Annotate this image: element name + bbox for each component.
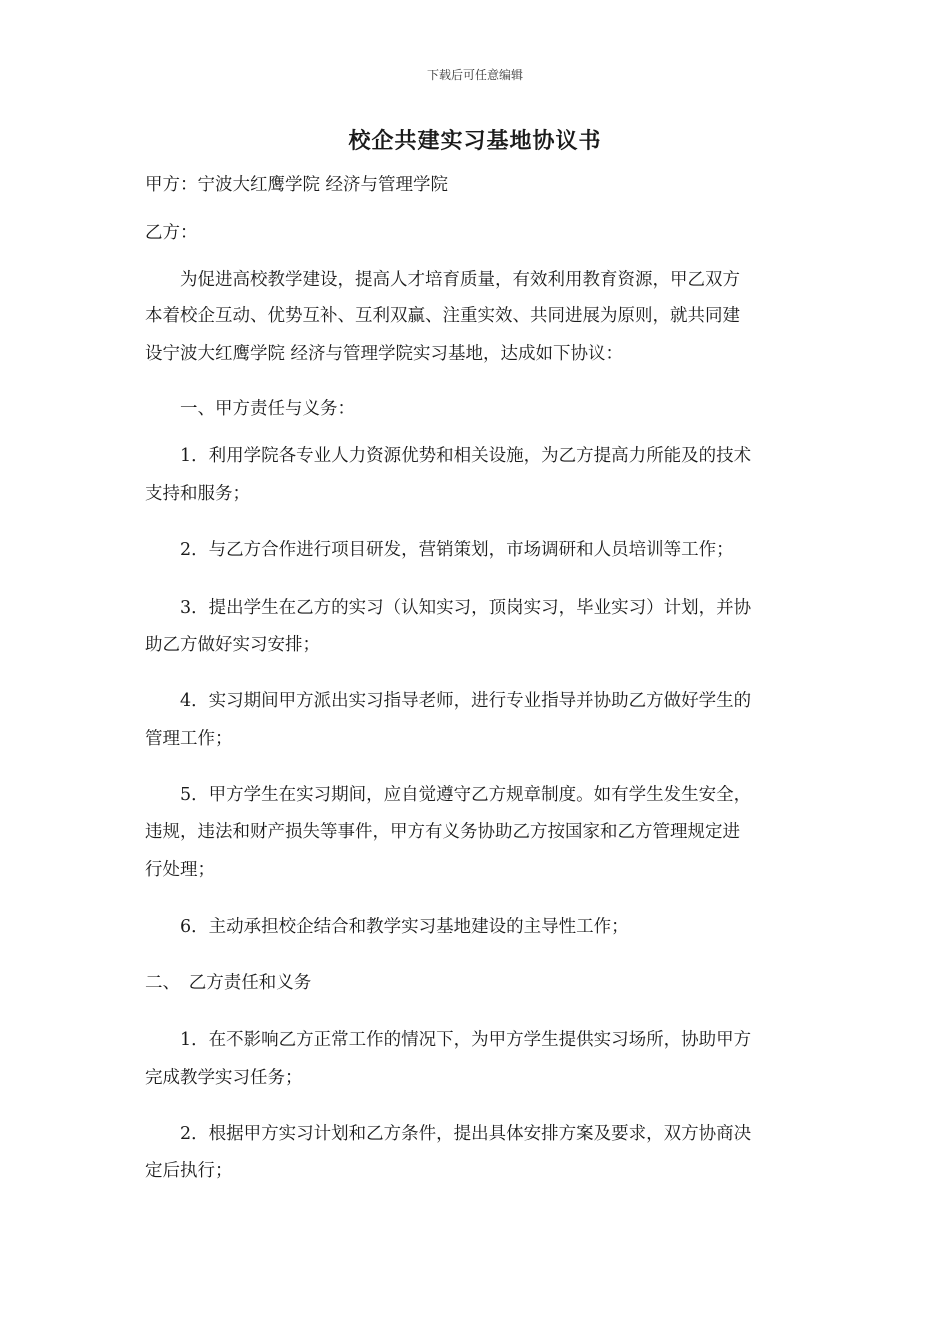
section1-item-line: 行处理；	[145, 860, 215, 880]
section1-item-line: 助乙方做好实习安排；	[145, 635, 320, 655]
party-a-line: 甲方：宁波大红鹰学院 经济与管理学院	[145, 175, 449, 195]
section1-item-line: 支持和服务；	[145, 484, 250, 504]
section1-item-line: 违规，违法和财产损失等事件，甲方有义务协助乙方按国家和乙方管理规定进	[145, 822, 740, 842]
section1-heading: 一、甲方责任与义务：	[180, 399, 355, 419]
section2-item-line: 完成教学实习任务；	[145, 1068, 303, 1088]
section2-item-line: 2．根据甲方实习计划和乙方条件，提出具体安排方案及要求，双方协商决	[180, 1124, 752, 1144]
section1-item-line: 3．提出学生在乙方的实习（认知实习，顶岗实习，毕业实习）计划，并协	[180, 598, 752, 618]
section1-item-line: 管理工作；	[145, 729, 233, 749]
document-title: 校企共建实习基地协议书	[348, 128, 602, 154]
preamble-line: 为促进高校教学建设，提高人才培育质量，有效利用教育资源，甲乙双方	[180, 270, 740, 290]
section1-item-line: 1．利用学院各专业人力资源优势和相关设施，为乙方提高力所能及的技术	[180, 446, 752, 466]
section1-item-line: 2．与乙方合作进行项目研发，营销策划，市场调研和人员培训等工作；	[180, 540, 734, 560]
section2-heading: 二、 乙方责任和义务	[145, 973, 312, 993]
section1-item-line: 4．实习期间甲方派出实习指导老师，进行专业指导并协助乙方做好学生的	[180, 691, 752, 711]
preamble-line: 本着校企互动、优势互补、互利双赢、注重实效、共同进展为原则，就共同建	[145, 306, 740, 326]
section2-item-line: 定后执行；	[145, 1161, 233, 1181]
section2-item-line: 1．在不影响乙方正常工作的情况下，为甲方学生提供实习场所，协助甲方	[180, 1030, 752, 1050]
section1-item-line: 5．甲方学生在实习期间，应自觉遵守乙方规章制度。如有学生发生安全，	[180, 785, 752, 805]
header-note: 下载后可任意编辑	[426, 68, 523, 82]
party-b-line: 乙方：	[145, 223, 198, 243]
section1-item-line: 6．主动承担校企结合和教学实习基地建设的主导性工作；	[180, 917, 629, 937]
preamble-line: 设宁波大红鹰学院 经济与管理学院实习基地，达成如下协议：	[145, 344, 624, 364]
